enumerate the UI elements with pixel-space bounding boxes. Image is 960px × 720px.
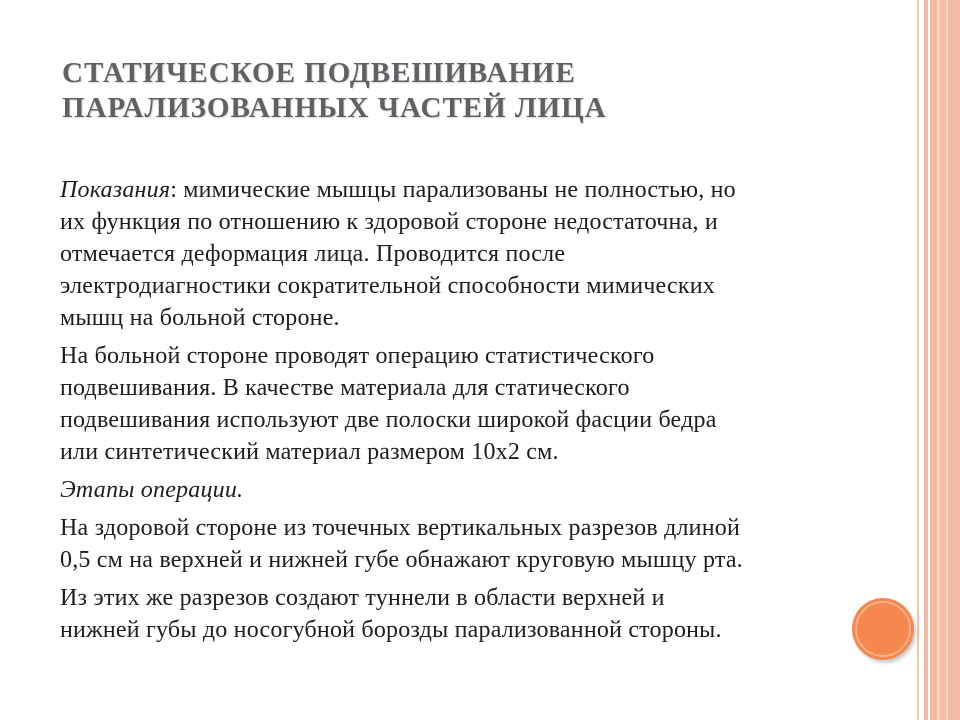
slide-title-line: СТАТИЧЕСКОЕ ПОДВЕШИВАНИЕ [62,57,576,89]
indications-label: Показания [60,177,171,203]
decorative-stripe [930,0,960,720]
paragraph-line: или синтетический материал размером 10х2 см. [60,439,559,465]
slide-body [60,174,910,652]
slide-title [62,56,882,126]
paragraph-line: 0,5 см на верхней и нижней губе обнажают круговую мышцу рта. [60,547,743,573]
paragraph-line: подвешивания используют две полоски широкой фасции бедра [60,407,717,433]
slide-title-line: ПАРАЛИЗОВАННЫХ ЧАСТЕЙ ЛИЦА [62,92,607,124]
paragraph-line [60,174,910,206]
decorative-stripe [917,0,919,720]
text-run: : мимические мышцы парализованы не полностью, но [170,177,736,203]
paragraph-stages-heading [60,474,910,506]
paragraph-line: нижней губы до носогубной борозды парализованной стороны. [60,617,722,643]
paragraph-stage-2 [60,582,910,646]
paragraph-procedure [60,340,910,468]
decorative-stripe [924,0,928,720]
decorative-stripe [937,0,940,720]
paragraph-line: подвешивания. В качестве материала для статического [60,375,630,401]
decorative-stripe [946,0,948,720]
paragraph-line: Из этих же разрезов создают туннели в области верхней и [60,585,665,611]
paragraph-line: На больной стороне проводят операцию статистического [60,343,655,369]
paragraph-line: электродиагностики сократительной способности мимических [60,273,715,299]
stages-heading: Этапы операции. [60,477,244,503]
paragraph-indications [60,174,910,334]
decorative-circle [852,598,914,660]
paragraph-stage-1 [60,512,910,576]
paragraph-line: мышц на больной стороне. [60,305,340,331]
paragraph-line: их функция по отношению к здоровой стороне недостаточна, и [60,209,718,235]
paragraph-line: отмечается деформация лица. Проводится после [60,241,566,267]
paragraph-line: На здоровой стороне из точечных вертикальных разрезов длиной [60,515,740,541]
